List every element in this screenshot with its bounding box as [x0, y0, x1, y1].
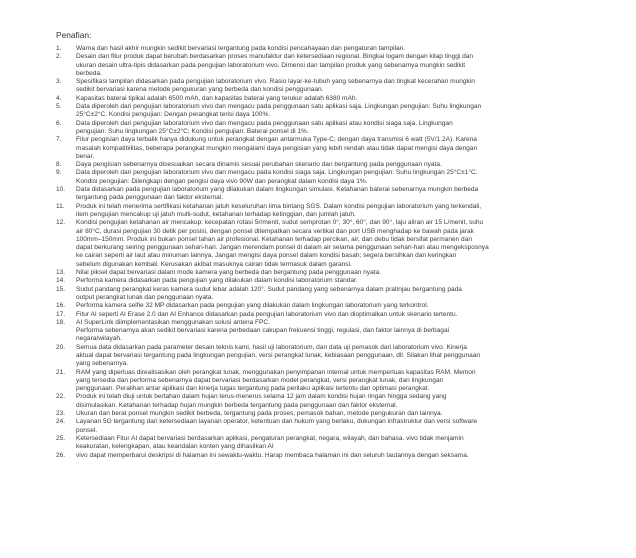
- disclaimer-item-text: Daya pengisian sebenarnya disesuaikan secara dinamis sesuai perubahan skenario dan bergantung pada penggunaan nyata.: [76, 161, 442, 169]
- disclaimer-item-number: 18.: [56, 318, 66, 326]
- disclaimer-item: [56, 369, 612, 394]
- disclaimer-item-number: 9.: [56, 169, 62, 177]
- disclaimer-item-text: yang sebenarnya.: [76, 360, 129, 368]
- disclaimer-item-text: ponsel.: [76, 426, 98, 434]
- disclaimer-item-number: 5.: [56, 103, 62, 111]
- disclaimer-item-number: 12.: [56, 219, 66, 227]
- disclaimer-item: [56, 78, 612, 95]
- disclaimer-item-text: aktual dapat bervariasi tergantung pada lingkungan pengujian, versi perangkat lunak, kebiasaan penggunaan, dll. Silakan lihat penggunaan: [76, 351, 481, 359]
- disclaimer-list: [56, 45, 612, 460]
- disclaimer-item-number: 3.: [56, 78, 62, 86]
- disclaimer-item-text: tergantung pada penggunaan dan faktor eksternal.: [76, 194, 224, 202]
- disclaimer-item-text: Layanan 5G tergantung dari ketersediaan layanan operator, ketentuan dan hukum yang berlaku, dukungan infrastruktur dan versi software: [76, 418, 478, 426]
- disclaimer-item-text: Data diperoleh dari pengujian laboratorium vivo dan mengacu pada kondisi siaga saja. Lingkungan pengujian: Suhu lingkungan 25°C±1°C.: [76, 169, 478, 177]
- disclaimer-item: [56, 45, 612, 53]
- disclaimer-title: Penafian:: [56, 30, 92, 40]
- disclaimer-item: [56, 410, 612, 418]
- disclaimer-item-text: output perangkat lunak dan penggunaan nyata.: [76, 293, 214, 301]
- disclaimer-item-text: AI SuperLink diimplementasikan menggunakan solusi antena FPC.: [76, 318, 270, 326]
- disclaimer-item-text: Semua data didasarkan pada parameter desain teknis kami, hasil uji laboratorium, dan data uji pemasok dari laboratorium vivo. Kinerja: [76, 343, 467, 351]
- disclaimer-item-text: disimulasikan. Ketahanan terhadap hujan mungkin berbeda tergantung pada penggunaan dan faktor eksternal.: [76, 401, 398, 409]
- disclaimer-item-text: air 80°C, durasi pengujian 30 detik per posisi, dengan ponsel ditempatkan secara vertikal dan port USB menghadap ke bawah pada jarak: [76, 227, 474, 235]
- disclaimer-item-text: Kondisi pengujian: Dilengkapi dengan pengisi daya vivo 90W dan perangkat dalam kondisi daya 1%.: [76, 177, 368, 185]
- disclaimer-item: [56, 95, 612, 103]
- disclaimer-item-number: 17.: [56, 310, 66, 318]
- disclaimer-item-text: berbeda.: [76, 69, 102, 77]
- disclaimer-item-text: Warna dan hasil akhir mungkin sedikit bervariasi tergantung pada kondisi pencahayaan dan pengaturan tampilan.: [76, 45, 406, 52]
- disclaimer-item-number: 23.: [56, 410, 66, 418]
- disclaimer-item: [56, 186, 612, 203]
- disclaimer-item-text: negara/wilayah.: [76, 335, 122, 343]
- disclaimer-item-text: yang tersedia dan performa sebenarnya dapat bervariasi berdasarkan model perangkat, versi perangkat lunak, dan lingkungan: [76, 376, 444, 384]
- disclaimer-item-text: Fitur pengisian daya terbalik hanya didukung untuk perangkat dengan antarmuka Type-C, dengan daya transmisi 6 watt (5V/1.2A). Karena: [76, 136, 477, 144]
- disclaimer-item-text: Desain dan fitur produk dapat berubah berdasarkan proses manufaktur dan ketersediaan regional. Bingkai logam dengan kilap tinggi dan: [76, 53, 474, 61]
- disclaimer-item-text: Sudut pandang perangkat keras kamera sudut lebar adalah 120°. Sudut pandang yang sebenarnya dalam pratinjau bergantung pada: [76, 285, 462, 293]
- disclaimer-item-number: 13.: [56, 269, 66, 277]
- disclaimer-item-number: 16.: [56, 302, 66, 310]
- disclaimer-item: [56, 269, 612, 277]
- disclaimer-item-text: masalah kompatibilitas, beberapa perangkat mungkin mengalami daya pengisian yang lebih rendah atau tidak dapat mengisi daya dengan: [76, 144, 478, 152]
- disclaimer-item-text: ukuran desain ultra-tipis didasarkan pada pengujian laboratorium vivo. Dimensi dan tampilan produk yang sebenarnya mungkin sedikit: [76, 61, 466, 69]
- disclaimer-item: [56, 120, 612, 137]
- disclaimer-item-text: 25°C±2°C. Kondisi pengujian: Dengan perangkat terisi daya 100%.: [76, 111, 271, 119]
- disclaimer-item-text: Spesifikasi tampilan didasarkan pada pengujian laboratorium vivo. Rasio layar-ke-tubuh yang sebenarnya dan tingkat kecerahan mungkin: [76, 78, 475, 86]
- disclaimer-item-number: 22.: [56, 393, 66, 401]
- disclaimer-item-number: 11.: [56, 202, 65, 210]
- disclaimer-item: [56, 277, 612, 285]
- disclaimer-item: [56, 53, 612, 78]
- disclaimer-item-number: 26.: [56, 451, 66, 459]
- disclaimer-item-text: Performa sebenarnya akan sedikit bervariasi karena perbedaan cakupan frekuensi tinggi, regulasi, dan faktor lainnya di berbagai: [76, 327, 450, 335]
- disclaimer-item: [56, 286, 612, 303]
- disclaimer-item-text: sedikit bervariasi karena metode pengukuran yang berbeda dan kondisi penggunaan.: [76, 86, 324, 94]
- disclaimer-item: [56, 169, 612, 186]
- disclaimer-item-text: RAM yang diperluas direalisasikan oleh perangkat lunak, menggunakan penyimpanan internal untuk memperluas kapasitas RAM. Memori: [76, 368, 476, 376]
- disclaimer-item-text: Kapasitas baterai tipikal adalah 6500 mAh, dan kapasitas baterai yang terukur adalah 6380 mAh.: [76, 94, 358, 102]
- disclaimer-item-number: 25.: [56, 434, 66, 442]
- disclaimer-item-number: 24.: [56, 418, 66, 426]
- disclaimer-item-text: Nilai piksel dapat bervariasi dalam mode kamera yang berbeda dan bergantung pada penggunaan nyata.: [76, 269, 382, 277]
- disclaimer-item-number: 8.: [56, 161, 62, 169]
- disclaimer-item-text: sebelum digunakan kembali. Kerusakan akibat masuknya cairan tidak termasuk dalam garansi.: [76, 260, 352, 268]
- disclaimer-item: [56, 319, 612, 344]
- disclaimer-item-text: Data didasarkan pada pengujian laboratorium yang dilakukan dalam lingkungan simulasi. Ketahanan baterai sebenarnya mungkin berbeda: [76, 186, 479, 194]
- disclaimer-item-text: keakuratan, kelengkapan, atau keandalan konten yang dihasilkan AI: [76, 443, 274, 451]
- disclaimer-item: [56, 452, 612, 460]
- disclaimer-item-number: 15.: [56, 285, 66, 293]
- disclaimer-item-text: Produk ini telah menerima sertifikasi ketahanan jatuh keseluruhan lima bintang SGS. Dalam kondisi pengujian laboratorium yang terkendali,: [76, 202, 482, 210]
- disclaimer-item-text: item pengujian mencakup uji jatuh multi-sudut, ketahanan terhadap ketinggian, dan jumlah jatuh.: [76, 210, 356, 218]
- disclaimer-item-number: 7.: [56, 136, 62, 144]
- disclaimer-item-text: Produk ini telah diuji untuk bertahan dalam hujan terus-menerus selama 12 jam dalam kondisi hujan ringan hingga sedang yang: [76, 393, 447, 401]
- disclaimer-item-text: dapat berkurang seiring penggunaan sehari-hari. Jangan merendam ponsel di dalam air selama penggunaan sehari-hari atau mengeksposnya: [76, 244, 489, 252]
- disclaimer-item-text: Ketersediaan Fitur AI dapat bervariasi berdasarkan aplikasi, pengaturan perangkat, negara, wilayah, dan bahasa. vivo tidak menjamin: [76, 434, 464, 442]
- disclaimer-item-number: 2.: [56, 53, 62, 61]
- disclaimer-item-text: Ukuran dan berat ponsel mungkin sedikit berbeda, tergantung pada proses, pemasok bahan, metode pengukuran dan lainnya.: [76, 410, 443, 418]
- disclaimer-item-number: 20.: [56, 343, 66, 351]
- disclaimer-item-text: penggunaan. Peralihan antar aplikasi dan kinerja tugas tergantung pada perilaku aplikasi tertentu dan optimasi perangkat.: [76, 385, 430, 393]
- disclaimer-item-text: ke cairan seperti air laut atau minuman lainnya. Jangan mengisi daya ponsel dalam kondisi basah; segera bersihkan dan keringkan: [76, 252, 457, 260]
- disclaimer-item: [56, 302, 612, 310]
- disclaimer-item: [56, 219, 612, 269]
- disclaimer-item-number: 1.: [56, 45, 62, 52]
- disclaimer-item: [56, 103, 612, 120]
- disclaimer-item-text: Data diperoleh dari pengujian laboratorium vivo dan mengacu pada penggunaan satu aplikasi atau kondisi siaga saja. Lingkungan: [76, 119, 453, 127]
- disclaimer-item: [56, 311, 612, 319]
- disclaimer-item-text: pengujian: Suhu lingkungan 25°C±2°C; Kondisi pengujian: Baterai ponsel di 1%.: [76, 127, 309, 135]
- disclaimer-item: [56, 418, 612, 435]
- disclaimer-item-text: Performa kamera didasarkan pada pengujian yang dilakukan dalam kondisi laboratorium standar.: [76, 277, 358, 285]
- disclaimer-item-text: benar.: [76, 152, 95, 160]
- disclaimer-item: [56, 435, 612, 452]
- disclaimer-item: [56, 203, 612, 220]
- disclaimer-item-text: vivo dapat memperbarui deskripsi di halaman ini sewaktu-waktu. Harap membaca halaman ini dan seluruh tautannya dengan seksama.: [76, 451, 469, 459]
- disclaimer-item: [56, 344, 612, 369]
- disclaimer-item-text: Data diperoleh dari pengujian laboratorium vivo dan mengacu pada penggunaan satu aplikasi saja. Lingkungan pengujian: Suhu lingkungan: [76, 103, 482, 111]
- disclaimer-item-number: 14.: [56, 277, 66, 285]
- disclaimer-item-number: 10.: [56, 186, 66, 194]
- disclaimer-item-number: 21.: [56, 368, 66, 376]
- disclaimer-item: [56, 393, 612, 410]
- disclaimer-item-number: 6.: [56, 119, 62, 127]
- disclaimer-item-text: Kondisi pengujian ketahanan air mencakup: kecepatan rotasi 5r/menit, sudut semprotan 0°, 30°, 60°, dan 90°, laju aliran air 15 L/menit, suhu: [76, 219, 484, 227]
- disclaimer-item-text: 100mm–150mm. Produk ini bukan ponsel tahan air profesional. Ketahanan terhadap percikan, air, dan debu tidak bersifat permanen dan: [76, 235, 472, 243]
- disclaimer-item-text: Performa kamera selfie 32 MP didasarkan pada pengujian yang dilakukan dalam lingkungan laboratorium yang terkontrol.: [76, 302, 429, 310]
- disclaimer-item-text: Fitur AI seperti AI Erase 2.0 dan AI Enhance didasarkan pada pengujian laboratorium vivo dan dioptimalkan untuk skenario tertentu.: [76, 310, 458, 318]
- disclaimer-item-number: 4.: [56, 94, 62, 102]
- disclaimer-item: [56, 136, 612, 161]
